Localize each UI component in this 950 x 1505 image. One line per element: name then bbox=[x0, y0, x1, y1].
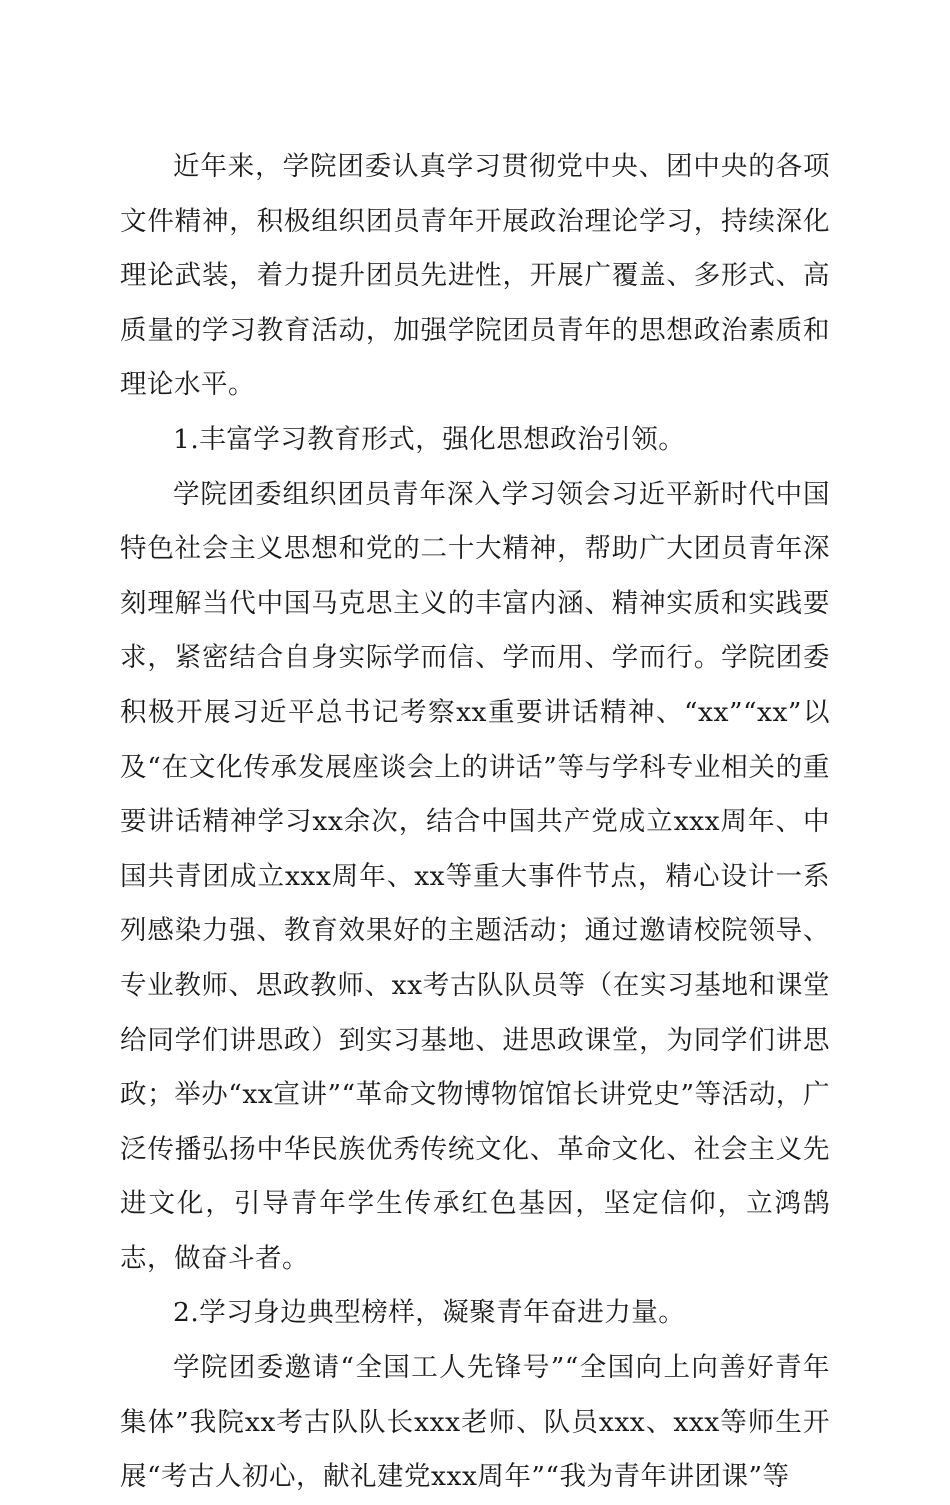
section-heading-2: 2.学习身边典型榜样，凝聚青年奋进力量。 bbox=[173, 1297, 686, 1329]
section-1-paragraph: 学院团委组织团员青年深入学习领会习近平新时代中国特色社会主义思想和党的二十大精神，帮助广大团员青年深刻理解当代中国马克思主义的丰富内涵、精神实质和实践要求，紧密结合自身实际学而信、学而用、学而行。学院团委积极开展习近平总书记考察xx重要讲话精神、“xx”“xx”以及“在文化传承发展座谈会上的讲话”等与学科专业相关的重要讲话精神学习xx余次，结合中国共产党成立xxx周年、中国共青团成立xxx周年、xx等重大事件节点，精心设计一系列感染力强、教育效果好的主题活动；通过邀请校院领导、专业教师、思政教师、xx考古队队员等（在实习基地和课堂给同学们讲思政）到实习基地、进思政课堂，为同学们讲思政；举办“xx宣讲”“革命文物博物馆馆长讲党史”等活动，广泛传播弘扬中华民族优秀传统文化、革命文化、社会主义先进文化，引导青年学生传承红色基因，坚定信仰，立鸿鹄志，做奋斗者。 bbox=[120, 478, 830, 1274]
section-2-paragraph: 学院团委邀请“全国工人先锋号”“全国向上向善好青年集体”我院xx考古队队长xxx老师、队员xxx、xxx等师生开展“考古人初心，献礼建党xxx周年”“我为青年讲团课”等 bbox=[120, 1352, 830, 1493]
document-body bbox=[120, 140, 830, 1505]
intro-paragraph: 近年来，学院团委认真学习贯彻党中央、团中央的各项文件精神，积极组织团员青年开展政治理论学习，持续深化理论武装，着力提升团员先进性，开展广覆盖、多形式、高质量的学习教育活动，加强学院团员青年的思想政治素质和理论水平。 bbox=[120, 151, 830, 401]
section-heading-1: 1.丰富学习教育形式，强化思想政治引领。 bbox=[173, 423, 686, 455]
